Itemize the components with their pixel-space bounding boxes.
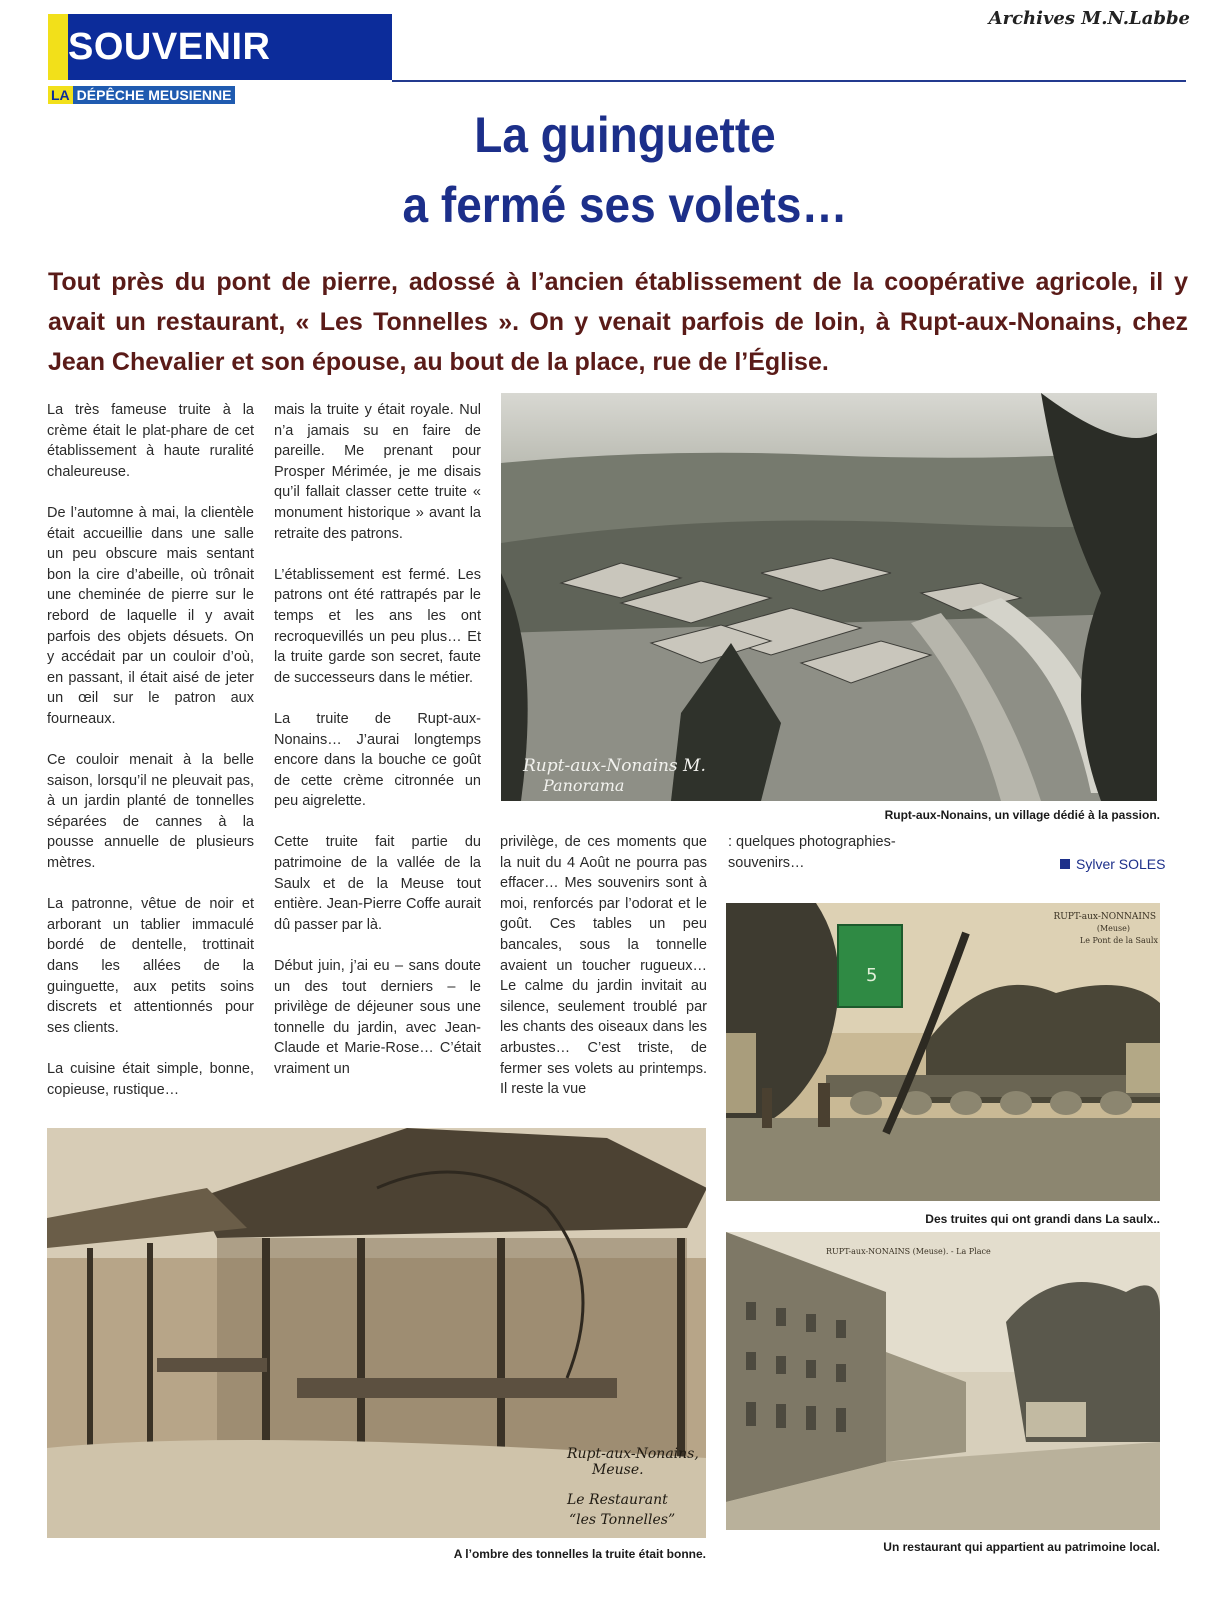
photo-inscription: Rupt-aux-Nonains, <box>567 1446 699 1462</box>
paragraph: Ce couloir menait à la belle saison, lorsqu’il ne pleuvait pas, à un jardin planté de tonnelles séparées de cannes à la pousse annuelle de plusieurs mètres. <box>47 752 254 872</box>
photo-inscription: “les Tonnelles” <box>569 1512 676 1528</box>
photo-caption: Des truites qui ont grandi dans La saulx.. <box>925 1212 1160 1226</box>
place-postcard <box>726 1232 1160 1530</box>
photo-inscription: Meuse. <box>592 1462 644 1478</box>
paragraph: privilège, de ces moments que la nuit du 4 Août ne pourra pas effacer… Mes souvenirs sont à moi, renforcés par l’odorat et le goût. Ces tables un peu bancales, sous la tonnelle avaient un toucher rugueux… Le calme du jardin invitait au silence, seulement troublé par les chants des oiseaux dans les arbustes… C’est triste, de fermer ses volets au printemps. Il reste la vue <box>500 834 707 1098</box>
paragraph: La très fameuse truite à la crème était le plat-phare de cet établissement à haute ruralité chaleureuse. <box>47 402 254 480</box>
title-line-1: La guinguette <box>474 107 776 163</box>
photo-inscription: Le Restaurant <box>567 1492 668 1508</box>
brand-name: DÉPÊCHE MEUSIENNE <box>73 86 236 104</box>
author-name: Sylver SOLES <box>1076 856 1166 872</box>
banner-accent <box>48 14 68 80</box>
article-lede: Tout près du pont de pierre, adossé à l’ancien établissement de la coopérative agricole, il y avait un restaurant, « Les Tonnelles ». On y venait parfois de loin, à Rupt-aux-Nonains, chez Jean Chevalier et son épouse, au bout de la place, rue de l’Église. <box>48 268 1188 376</box>
paragraph: : quelques photographies-souvenirs… <box>728 834 896 871</box>
photo-caption: Rupt-aux-Nonains, un village dédié à la passion. <box>884 808 1160 822</box>
tonnelles-photo <box>47 1128 706 1538</box>
photo-inscription: Panorama <box>543 776 625 795</box>
text-column-2 <box>274 400 481 1080</box>
author-byline <box>1060 856 1165 872</box>
svg-text:5: 5 <box>866 965 878 986</box>
panorama-photo <box>501 393 1157 801</box>
brand-la: LA <box>48 86 73 104</box>
paragraph: L’établissement est fermé. Les patrons ont été rattrapés par le temps et les ans les ont recroquevillés un peu plus… Et la truite garde son secret, faute de successeurs dans le métier. <box>274 566 481 686</box>
newspaper-brand <box>48 86 235 104</box>
photo-inscription: RUPT-aux-NONNAINS <box>1053 912 1156 922</box>
text-column-3 <box>500 832 707 1100</box>
paragraph: La patronne, vêtue de noir et arborant un tablier immaculé bordé de dentelle, trottinait dans les allées de la guinguette, aux petits soins discrets et attentionnés pour ses clients. <box>47 896 254 1036</box>
paragraph: La truite de Rupt-aux-Nonains… J’aurai longtemps encore dans la bouche ce goût de cette crème citronnée un peu aigrelette. <box>274 710 481 810</box>
photo-inscription: Rupt-aux-Nonains M. <box>523 756 706 776</box>
text-column-4 <box>728 832 940 873</box>
paragraph: Début juin, j’ai eu – sans doute un des tout derniers – le privilège de déjeuner sous une tonnelle du jardin, avec Jean-Claude et Marie-Rose… C’était vraiment un <box>274 958 481 1077</box>
section-banner <box>48 14 392 80</box>
section-title: SOUVENIR <box>68 26 271 68</box>
photo-inscription: RUPT-aux-NONAINS (Meuse). - La Place <box>826 1247 991 1256</box>
paragraph: mais la truite y était royale. Nul n’a jamais su en faire de pareille. Me prenant pour Prosper Mérimée, je me disais qu’il fallait classer cette truite « monument historique » avant la retraite des patrons. <box>274 402 481 542</box>
archives-credit: Archives M.N.Labbe <box>988 8 1190 29</box>
paragraph: La cuisine était simple, bonne, copieuse, rustique… <box>47 1061 254 1098</box>
photo-inscription: Le Pont de la Saulx <box>1079 936 1158 945</box>
paragraph: Cette truite fait partie du patrimoine de la vallée de la Saulx et de la Meuse tout entière. Jean-Pierre Coffe aurait dû passer par là. <box>274 834 481 933</box>
photo-inscription: (Meuse) <box>1096 924 1130 933</box>
byline-square-icon <box>1060 859 1070 869</box>
photo-caption: Un restaurant qui appartient au patrimoine local. <box>883 1540 1160 1554</box>
paragraph: De l’automne à mai, la clientèle était accueillie dans une salle un peu obscure mais sentant bon la cire d’abeille, où trônait une cheminée de pierre sur le rebord de laquelle il y avait parfois des objets désuets. On y accédait par un couloir d’où, en passant, il était aisé de jeter un œil sur le patron aux fourneaux. <box>47 504 254 727</box>
header-rule <box>392 80 1186 82</box>
article-title <box>262 100 989 240</box>
bridge-postcard <box>726 903 1160 1201</box>
text-column-1 <box>47 400 254 1100</box>
photo-caption: A l’ombre des tonnelles la truite était bonne. <box>453 1547 706 1561</box>
title-line-2: a fermé ses volets… <box>402 177 848 233</box>
